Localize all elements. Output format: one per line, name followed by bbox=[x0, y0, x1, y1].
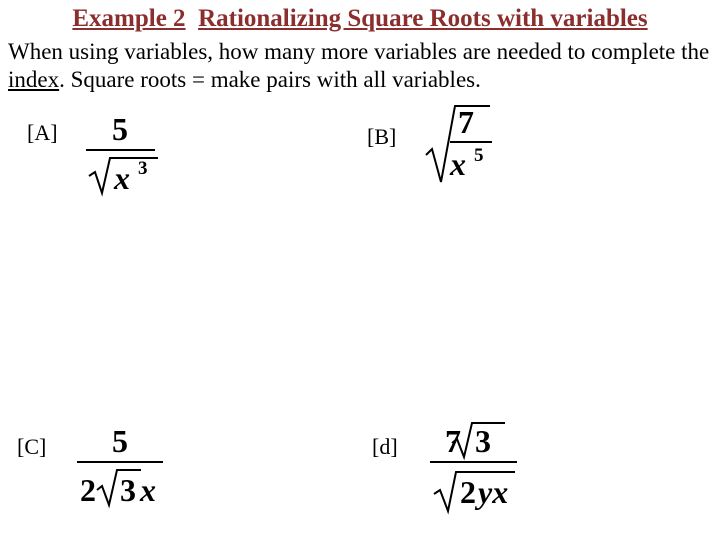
problem-d-variables: yx bbox=[478, 474, 509, 510]
problem-c-radicand: 3 bbox=[120, 472, 136, 508]
problem-c-variable: x bbox=[140, 472, 156, 508]
intro-after: . Square roots = make pairs with all variables. bbox=[59, 67, 481, 92]
problem-c-coefficient: 2 bbox=[80, 472, 96, 508]
problem-b-radicand: x bbox=[450, 146, 466, 182]
problem-d-numerator-coefficient: 7 bbox=[445, 423, 461, 459]
problem-b-numerator: 7 bbox=[458, 104, 474, 140]
problem-d-numerator-radicand: 3 bbox=[475, 423, 491, 459]
problem-a-numerator: 5 bbox=[112, 111, 128, 147]
problem-a-radicand: x bbox=[114, 160, 130, 196]
problem-b-exponent: 5 bbox=[474, 145, 484, 166]
index-term: index bbox=[8, 67, 60, 92]
problem-d-coefficient: 2 bbox=[460, 474, 476, 510]
problem-c-numerator: 5 bbox=[112, 423, 128, 459]
problem-d-label: [d] bbox=[372, 434, 398, 459]
problem-c-label: [C] bbox=[17, 434, 47, 459]
problem-a-exponent: 3 bbox=[138, 158, 148, 179]
intro-before: When using variables, how many more variables are needed to complete the bbox=[8, 39, 710, 64]
problem-b-label: [B] bbox=[367, 124, 397, 149]
example-title: Rationalizing Square Roots with variables bbox=[198, 5, 648, 32]
example-number: Example 2 bbox=[72, 5, 186, 32]
problem-a-label: [A] bbox=[27, 120, 58, 145]
